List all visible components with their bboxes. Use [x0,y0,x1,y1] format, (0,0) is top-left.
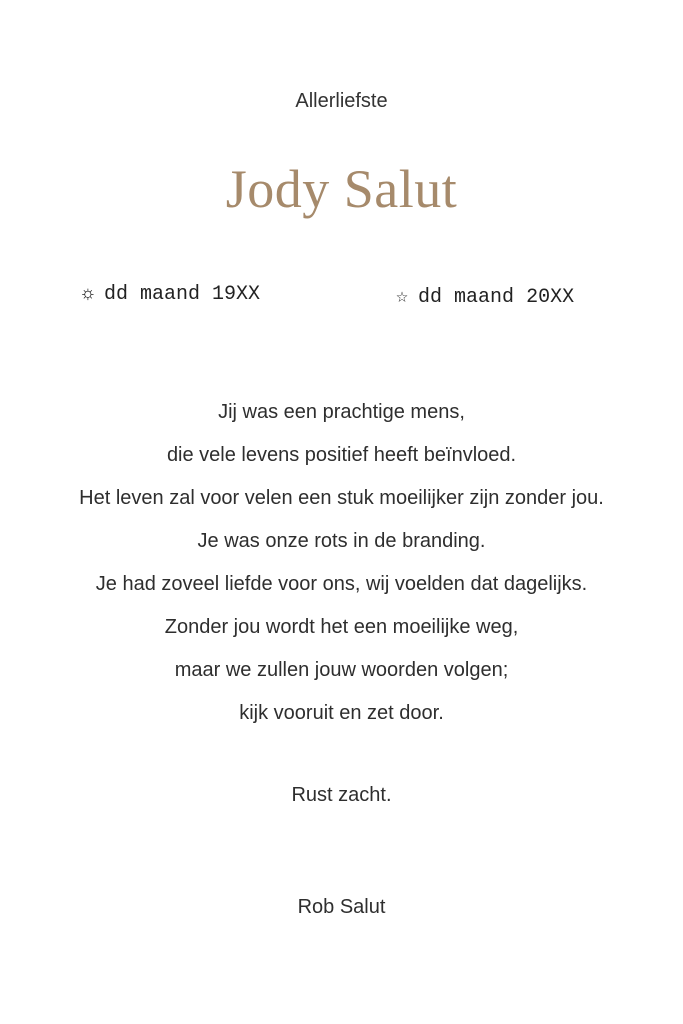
sun-icon: ☼ [82,283,95,306]
poem-line: die vele levens positief heeft beïnvloed. [166,444,517,466]
star-icon: ☆ [396,286,409,309]
poem-line: Het leven zal voor velen een stuk moeilijker zijn zonder jou. [79,487,604,509]
poem-line: kijk vooruit en zet door. [239,702,444,724]
deceased-name: Jody Salut [225,159,458,219]
poem-line: Zonder jou wordt het een moeilijke weg, [164,616,519,638]
birth-date [82,283,260,306]
birth-date-text: dd maand 19XX [104,283,261,306]
poem-line: maar we zullen jouw woorden volgen; [174,659,509,681]
death-date [396,283,574,309]
poem-line: Jij was een prachtige mens, [218,401,465,423]
poem-line: Je had zoveel liefde voor ons, wij voelden dat dagelijks. [95,573,588,595]
death-date-text: dd maand 20XX [418,286,575,309]
closing-text: Rust zacht. [291,784,392,806]
poem [0,396,683,740]
poem-line: Je was onze rots in de branding. [197,530,486,552]
greeting-text: Allerliefste [295,90,388,112]
signature: Rob Salut [297,896,386,918]
